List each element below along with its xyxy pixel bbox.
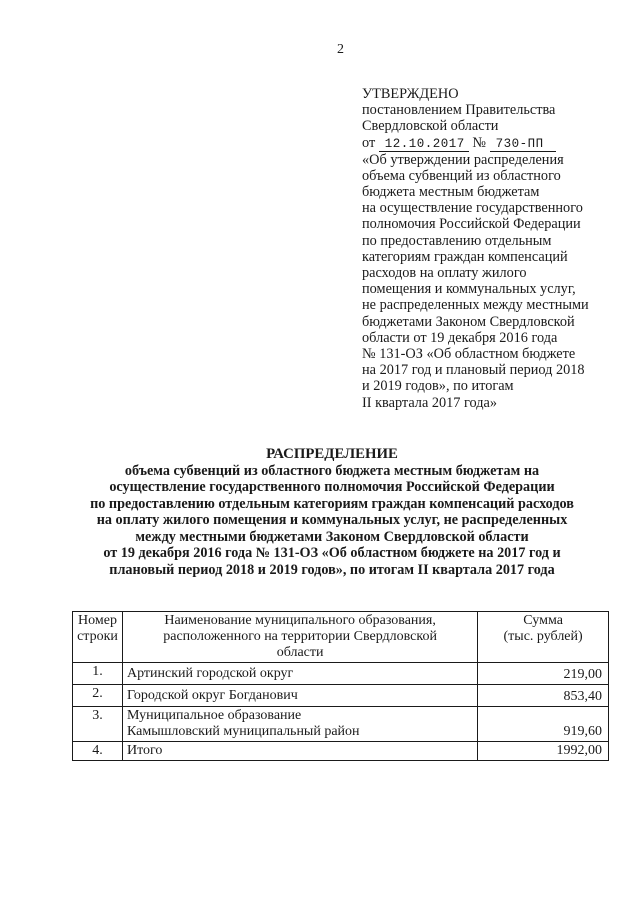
- title-line: осуществление государственного полномочия Российской Федерации: [109, 479, 555, 495]
- document-title: [60, 446, 604, 578]
- title-line: плановый период 2018 и 2019 годов», по итогам II квартала 2017 года: [109, 561, 555, 578]
- title-line: на оплату жилого помещения и коммунальных услуг, не распределенных: [96, 512, 568, 528]
- approval-line: Свердловской области: [362, 118, 499, 135]
- resolution-line: по предоставлению отдельным: [362, 232, 552, 249]
- resolution-line: полномочия Российской Федерации: [362, 216, 581, 233]
- header-text: (тыс. рублей): [503, 629, 583, 644]
- title-line: объема субвенций из областного бюджета местным бюджетам на: [124, 462, 540, 479]
- resolution-line: бюджета местным бюджетам: [362, 184, 540, 201]
- table-header-row: [73, 612, 609, 663]
- row-name: [122, 707, 477, 742]
- header-text: строки: [77, 629, 118, 644]
- row-number: 1.: [73, 663, 123, 685]
- approval-date-line: [362, 135, 622, 152]
- table-row: [73, 685, 609, 707]
- row-name: Итого: [122, 742, 477, 761]
- title-line: от 19 декабря 2016 года № 131-ОЗ «Об областном бюджете на 2017 год и: [103, 545, 561, 561]
- resolution-date: 12.10.2017: [384, 136, 465, 151]
- header-text: Наименование муниципального образования,: [164, 613, 436, 628]
- table-row: [73, 663, 609, 685]
- resolution-line: помещения и коммунальных услуг,: [362, 281, 576, 298]
- number-sign: №: [472, 134, 487, 151]
- row-number: 4.: [73, 742, 123, 761]
- distribution-table: [72, 611, 609, 761]
- title-line: по предоставлению отдельным категориям граждан компенсаций расходов: [90, 495, 574, 512]
- row-amount: 1992,00: [478, 742, 609, 761]
- row-name: Городской округ Богданович: [122, 685, 477, 707]
- header-text: Номер: [78, 613, 117, 628]
- header-sum: [478, 612, 609, 663]
- header-text: расположенного на территории Свердловской: [163, 629, 437, 644]
- row-name: Артинский городской округ: [122, 663, 477, 685]
- resolution-line: «Об утверждении распределения: [362, 151, 564, 168]
- resolution-line: на осуществление государственного: [362, 200, 583, 217]
- table-row: [73, 707, 609, 742]
- resolution-line: и 2019 годов», по итогам: [362, 378, 514, 395]
- table-row-total: [73, 742, 609, 761]
- row-amount: 919,60: [478, 707, 609, 742]
- resolution-line: категориям граждан компенсаций: [362, 248, 568, 265]
- row-name-line: Муниципальное образование: [126, 708, 302, 723]
- approval-block: [362, 86, 622, 411]
- resolution-line: не распределенных между местными: [362, 297, 589, 314]
- date-prefix: от: [362, 134, 376, 151]
- resolution-line: II квартала 2017 года»: [362, 394, 498, 411]
- row-number: 2.: [73, 685, 123, 707]
- resolution-line: расходов на оплату жилого: [362, 265, 527, 282]
- page-number: 2: [337, 42, 344, 57]
- row-name-line: Камышловский муниципальный район: [126, 724, 360, 739]
- header-text: области: [276, 645, 324, 660]
- header-number: [73, 612, 123, 663]
- header-text: Сумма: [523, 613, 563, 628]
- row-amount: 853,40: [478, 685, 609, 707]
- title-main: РАСПРЕДЕЛЕНИЕ: [266, 446, 398, 462]
- resolution-line: объема субвенций из областного: [362, 167, 561, 184]
- row-number: 3.: [73, 707, 123, 742]
- resolution-line: № 131-ОЗ «Об областном бюджете: [362, 346, 576, 363]
- approval-line: постановлением Правительства: [362, 102, 556, 119]
- resolution-line: бюджетами Законом Свердловской: [362, 313, 575, 330]
- resolution-number: 730-ПП: [495, 136, 544, 151]
- header-name: [122, 612, 477, 663]
- row-amount: 219,00: [478, 663, 609, 685]
- approval-heading: УТВЕРЖДЕНО: [362, 86, 459, 102]
- resolution-line: на 2017 год и плановый период 2018: [362, 362, 585, 379]
- resolution-line: области от 19 декабря 2016 года: [362, 329, 558, 346]
- title-line: между местными бюджетами Законом Свердловской области: [135, 528, 529, 545]
